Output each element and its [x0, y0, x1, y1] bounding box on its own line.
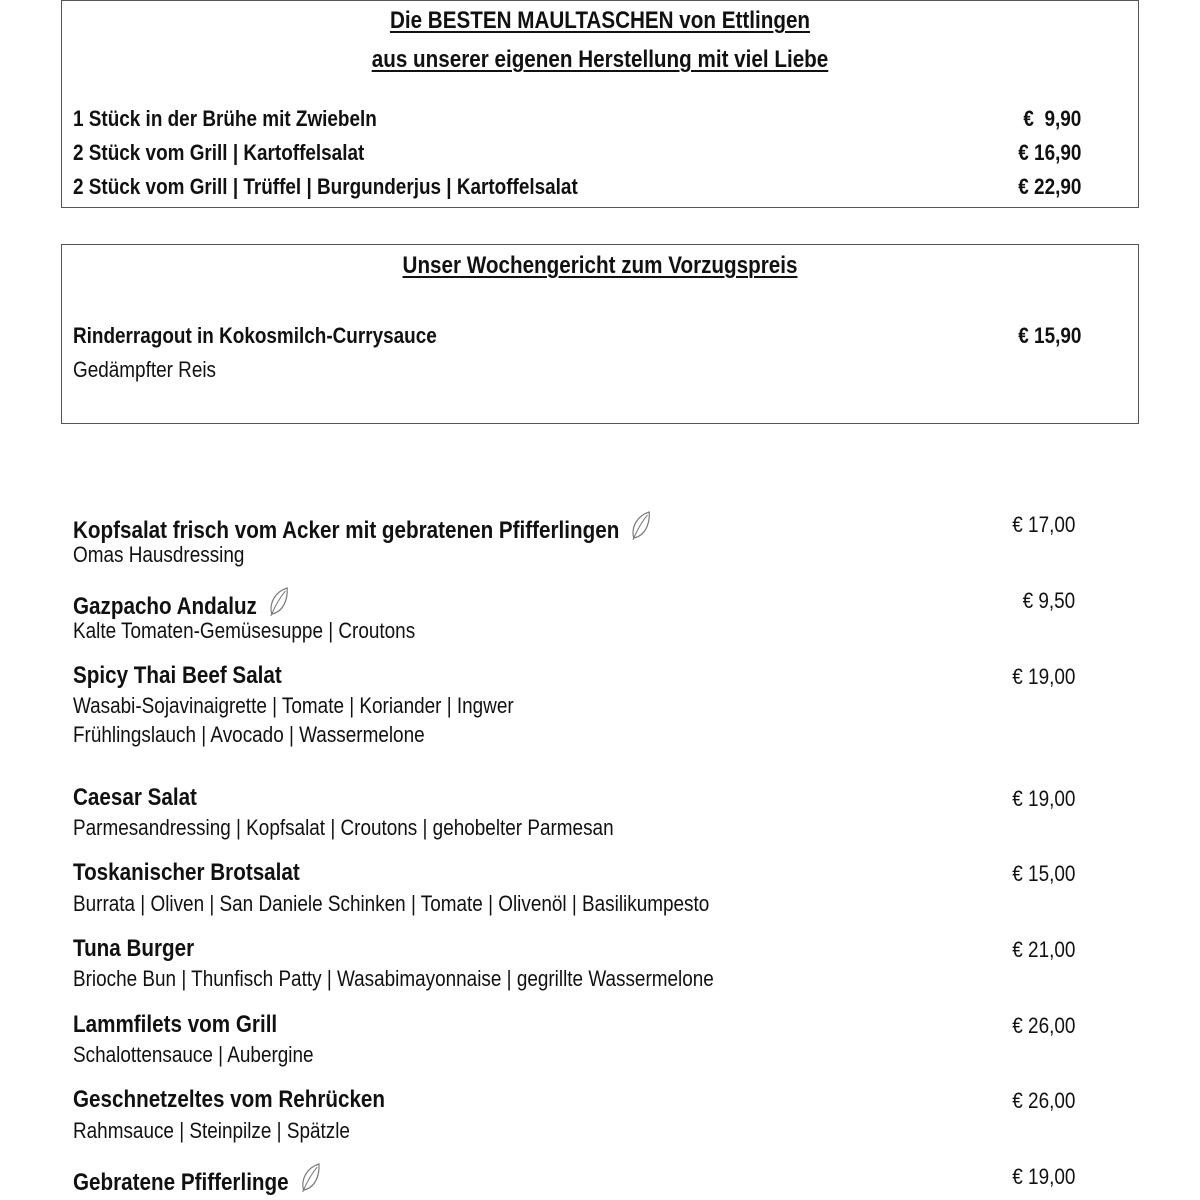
- menu-item-name: Caesar Salat: [73, 784, 197, 811]
- menu-item-price: € 15,00: [1011, 861, 1075, 886]
- wochengericht-price: € 15,90: [1017, 323, 1081, 348]
- maultaschen-subtitle: aus unserer eigenen Herstellung mit viel Liebe: [371, 46, 829, 73]
- menu-item-desc: Rahmsauce | Steinpilze | Spätzle: [73, 1118, 350, 1143]
- menu-item-name: [73, 586, 290, 621]
- menu-item-name: Geschnetzeltes vom Rehrücken: [73, 1086, 386, 1113]
- wochengericht-desc: Gedämpfter Reis: [73, 357, 217, 382]
- menu-item-name-text: Kopfsalat frisch vom Acker mit gebratenen Pfifferlingen: [73, 517, 620, 544]
- menu-item-desc: Frühlingslauch | Avocado | Wassermelone: [73, 722, 425, 747]
- leaf-icon: [267, 586, 289, 618]
- menu-item-price: € 9,50: [1022, 588, 1075, 613]
- maultaschen-item-price: € 16,90: [1017, 140, 1081, 165]
- menu-item-name-text: Gazpacho Andaluz: [73, 593, 257, 620]
- maultaschen-item-price: € 22,90: [1017, 174, 1081, 199]
- leaf-icon: [630, 510, 652, 542]
- menu-item-price: € 19,00: [1011, 664, 1075, 689]
- menu-item-desc: Wasabi-Sojavinaigrette | Tomate | Koriander | Ingwer: [73, 693, 514, 718]
- menu-item-name: Spicy Thai Beef Salat: [73, 662, 282, 689]
- menu-item-desc: Burrata | Oliven | San Daniele Schinken | Tomate | Olivenöl | Basilikumpesto: [73, 891, 710, 916]
- menu-item-name: Toskanischer Brotsalat: [73, 859, 300, 886]
- menu-item-price: € 19,00: [1011, 1164, 1075, 1189]
- menu-item-desc: Brioche Bun | Thunfisch Patty | Wasabimayonnaise | gegrillte Wassermelone: [73, 966, 714, 991]
- maultaschen-item-name: 2 Stück vom Grill | Trüffel | Burgunderjus | Kartoffelsalat: [73, 174, 578, 199]
- wochengericht-title: Unser Wochengericht zum Vorzugspreis: [402, 252, 798, 279]
- menu-item-name: Lammfilets vom Grill: [73, 1011, 278, 1038]
- leaf-icon: [299, 1162, 321, 1194]
- wochengericht-box: [61, 244, 1139, 424]
- menu-item-price: € 19,00: [1011, 786, 1075, 811]
- menu-item-desc: Schalottensauce | Aubergine: [73, 1042, 314, 1067]
- maultaschen-title: Die BESTEN MAULTASCHEN von Ettlingen: [389, 7, 811, 34]
- maultaschen-item-name: 1 Stück in der Brühe mit Zwiebeln: [73, 106, 377, 131]
- menu-item-desc: Parmesandressing | Kopfsalat | Croutons | gehobelter Parmesan: [73, 815, 614, 840]
- wochengericht-name: Rinderragout in Kokosmilch-Currysauce: [73, 323, 437, 348]
- menu-item-name: Tuna Burger: [73, 935, 195, 962]
- menu-item-name: [73, 1162, 321, 1197]
- maultaschen-box: [61, 0, 1139, 208]
- menu-item-name: [73, 510, 652, 545]
- menu-item-desc: Kalte Tomaten-Gemüsesuppe | Croutons: [73, 618, 416, 643]
- maultaschen-item-price: € 9,90: [1023, 106, 1081, 131]
- menu-item-desc: Omas Hausdressing: [73, 542, 245, 567]
- menu-item-price: € 26,00: [1011, 1088, 1075, 1113]
- maultaschen-item-name: 2 Stück vom Grill | Kartoffelsalat: [73, 140, 365, 165]
- menu-item-price: € 17,00: [1011, 512, 1075, 537]
- menu-item-price: € 21,00: [1011, 937, 1075, 962]
- menu-item-name-text: Gebratene Pfifferlinge: [73, 1169, 289, 1196]
- menu-item-price: € 26,00: [1011, 1013, 1075, 1038]
